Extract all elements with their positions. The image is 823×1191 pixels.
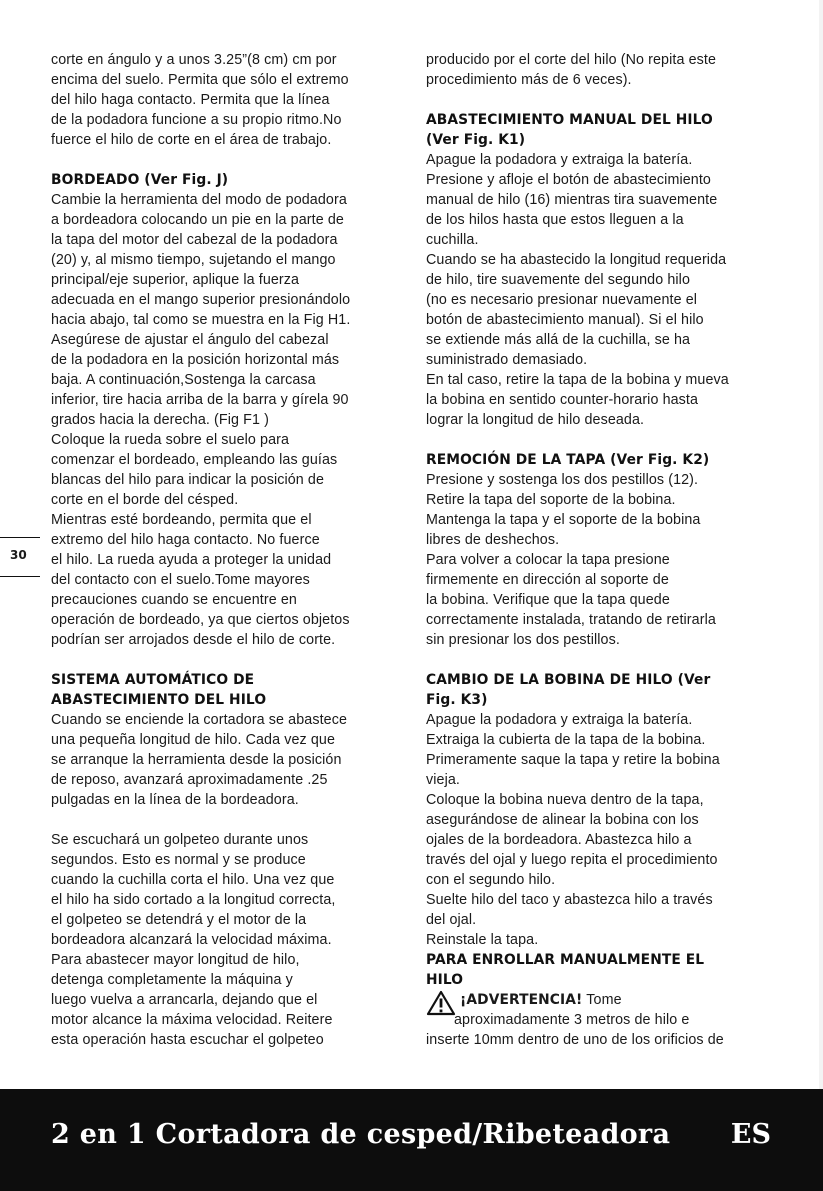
text-line: una pequeña longitud de hilo. Cada vez que [51, 732, 336, 748]
text-line: se arranque la herramienta desde la posición [51, 752, 342, 768]
page-number: 30 [10, 548, 27, 562]
text-line: a bordeadora colocando un pie en la parte de [51, 212, 344, 228]
text-line: Mientras esté bordeando, permita que el [51, 512, 312, 528]
footer-language: ES [730, 1119, 771, 1150]
text-line: sin presionar los dos pestillos. [426, 632, 620, 648]
text-line: lograr la longitud de hilo deseada. [426, 412, 645, 428]
text-line: el golpeteo se detendrá y el motor de la [51, 912, 307, 928]
footer-banner [0, 1089, 823, 1191]
text-line: firmemente en dirección al soporte de [426, 572, 669, 588]
text-line: detenga completamente la máquina y [51, 972, 293, 988]
page-edge-mark [819, 0, 823, 1089]
warning-text-1: Tome [586, 992, 622, 1008]
right-column [426, 50, 776, 1050]
text-line: (20) y, al mismo tiempo, sujetando el mango [51, 252, 336, 268]
text-line: comenzar el bordeado, empleando las guías [51, 452, 338, 468]
left-column [51, 50, 401, 1050]
text-line: adecuada en el mango superior presionándolo [51, 292, 351, 308]
text-line: la tapa del motor del cabezal de la podadora [51, 232, 338, 248]
cambio-heading [426, 670, 776, 710]
text-line: corte en ángulo y a unos 3.25”(8 cm) cm por [51, 52, 337, 68]
text-line: manual de hilo (16) mientras tira suavemente [426, 192, 718, 208]
text-line: Se escuchará un golpeteo durante unos [51, 832, 309, 848]
text-line: cuchilla. [426, 232, 479, 248]
left-intro [51, 50, 401, 150]
text-line: la bobina. Verifique que la tapa quede [426, 592, 670, 608]
text-line: ojales de la bordeadora. Abastezca hilo a [426, 832, 692, 848]
manual-heading [426, 110, 776, 150]
text-line: Asegúrese de ajustar el ángulo del cabezal [51, 332, 329, 348]
text-line: cuando la cuchilla corta el hilo. Una vez que [51, 872, 335, 888]
remocion-heading: REMOCIÓN DE LA TAPA (Ver Fig. K2) [426, 452, 710, 468]
text-line: baja. A continuación,Sostenga la carcasa [51, 372, 316, 388]
text-line: de reposo, avanzará aproximadamente .25 [51, 772, 328, 788]
text-line: precauciones cuando se encuentre en [51, 592, 297, 608]
sistema-body-2 [51, 830, 401, 1050]
text-line: de los hilos hasta que estos lleguen a la [426, 212, 684, 228]
text-line: extremo del hilo haga contacto. No fuerce [51, 532, 320, 548]
text-line: ABASTECIMIENTO DEL HILO [51, 692, 267, 708]
text-line: del hilo haga contacto. Permita que la línea [51, 92, 330, 108]
text-line: del contacto con el suelo.Tome mayores [51, 572, 310, 588]
text-line: HILO [426, 972, 464, 988]
text-line: SISTEMA AUTOMÁTICO DE [51, 672, 255, 688]
cambio-body [426, 710, 776, 950]
text-line: Presione y sostenga los dos pestillos (12). [426, 472, 699, 488]
text-line: Cambie la herramienta del modo de podadora [51, 192, 347, 208]
text-line: botón de abastecimiento manual). Si el hilo [426, 312, 704, 328]
text-line: inferior, tire hacia arriba de la barra y gírela 90 [51, 392, 349, 408]
text-line: Apague la podadora y extraiga la batería. [426, 152, 693, 168]
text-line: podrían ser arrojados desde el hilo de corte. [51, 632, 336, 648]
text-line: luego vuelva a arrancarla, dejando que el [51, 992, 318, 1008]
text-line: del ojal. [426, 912, 477, 928]
text-line: el hilo ha sido cortado a la longitud correcta, [51, 892, 336, 908]
text-line: ABASTECIMIENTO MANUAL DEL HILO [426, 112, 713, 128]
text-line: través del ojal y luego repita el procedimiento [426, 852, 718, 868]
text-line: Fig. K3) [426, 692, 488, 708]
text-line: Cuando se ha abastecido la longitud requerida [426, 252, 727, 268]
right-intro [426, 50, 776, 90]
sistema-heading [51, 670, 401, 710]
text-line: Reinstale la tapa. [426, 932, 539, 948]
text-line: (Ver Fig. K1) [426, 132, 526, 148]
footer-title: 2 en 1 Cortadora de cesped/Ribeteadora [51, 1119, 671, 1150]
text-line: Cuando se enciende la cortadora se abastece [51, 712, 347, 728]
text-line: el hilo. La rueda ayuda a proteger la unidad [51, 552, 332, 568]
text-line: encima del suelo. Permita que sólo el extremo [51, 72, 349, 88]
text-line: libres de deshechos. [426, 532, 560, 548]
text-line: de la podadora en la posición horizontal más [51, 352, 340, 368]
warning-text-2: aproximadamente 3 metros de hilo e [454, 1012, 690, 1028]
remocion-body [426, 470, 776, 650]
text-line: PARA ENROLLAR MANUALMENTE EL [426, 952, 705, 968]
text-line: bordeadora alcanzará la velocidad máxima. [51, 932, 332, 948]
text-line: blancas del hilo para indicar la posición de [51, 472, 325, 488]
text-line: principal/eje superior, aplique la fuerza [51, 272, 300, 288]
warning-triangle-icon [426, 990, 456, 1016]
text-line: de hilo, tire suavemente del segundo hilo [426, 272, 690, 288]
text-line: esta operación hasta escuchar el golpeteo [51, 1032, 324, 1048]
text-line: la bobina en sentido counter-horario hasta [426, 392, 699, 408]
bordeado-heading: BORDEADO (Ver Fig. J) [51, 172, 229, 188]
page-number-tab [0, 537, 40, 577]
text-line: Apague la podadora y extraiga la batería. [426, 712, 693, 728]
text-line: de la podadora funcione a su propio ritmo.No [51, 112, 342, 128]
text-line: producido por el corte del hilo (No repita este [426, 52, 717, 68]
text-line: Retire la tapa del soporte de la bobina. [426, 492, 676, 508]
text-line: operación de bordeado, ya que ciertos objetos [51, 612, 350, 628]
sistema-body-1 [51, 710, 401, 810]
text-line: procedimiento más de 6 veces). [426, 72, 632, 88]
text-line: Primeramente saque la tapa y retire la bobina [426, 752, 720, 768]
text-line: grados hacia la derecha. (Fig F1 ) [51, 412, 269, 428]
text-line: segundos. Esto es normal y se produce [51, 852, 306, 868]
manual-body [426, 150, 776, 430]
text-line: Para abastecer mayor longitud de hilo, [51, 952, 300, 968]
text-line: se extiende más allá de la cuchilla, se ha [426, 332, 691, 348]
warning-text-3: inserte 10mm dentro de uno de los orificios de [426, 1032, 724, 1048]
warning-label: ¡ADVERTENCIA! [460, 992, 583, 1008]
bordeado-body [51, 190, 401, 650]
text-line: En tal caso, retire la tapa de la bobina y mueva [426, 372, 729, 388]
text-line: vieja. [426, 772, 460, 788]
text-line: (no es necesario presionar nuevamente el [426, 292, 698, 308]
text-line: corte en el borde del césped. [51, 492, 239, 508]
text-line: Para volver a colocar la tapa presione [426, 552, 670, 568]
text-line: Coloque la rueda sobre el suelo para [51, 432, 290, 448]
text-line: Presione y afloje el botón de abastecimiento [426, 172, 711, 188]
text-line: Mantenga la tapa y el soporte de la bobina [426, 512, 701, 528]
text-line: motor alcance la máxima velocidad. Reitere [51, 1012, 333, 1028]
text-line: CAMBIO DE LA BOBINA DE HILO (Ver [426, 672, 711, 688]
text-line: asegurándose de alinear la bobina con los [426, 812, 699, 828]
text-line: Coloque la bobina nueva dentro de la tapa, [426, 792, 704, 808]
text-line: suministrado demasiado. [426, 352, 588, 368]
text-line: fuerce el hilo de corte en el área de trabajo. [51, 132, 332, 148]
text-line: Suelte hilo del taco y abastezca hilo a través [426, 892, 713, 908]
text-line: hacia abajo, tal como se muestra en la Fig H1. [51, 312, 351, 328]
enrollar-heading [426, 950, 776, 990]
text-line: correctamente instalada, tratando de retirarla [426, 612, 716, 628]
text-line: con el segundo hilo. [426, 872, 556, 888]
text-line: pulgadas en la línea de la bordeadora. [51, 792, 299, 808]
warning-block [426, 990, 776, 1050]
text-line: Extraiga la cubierta de la tapa de la bobina. [426, 732, 706, 748]
